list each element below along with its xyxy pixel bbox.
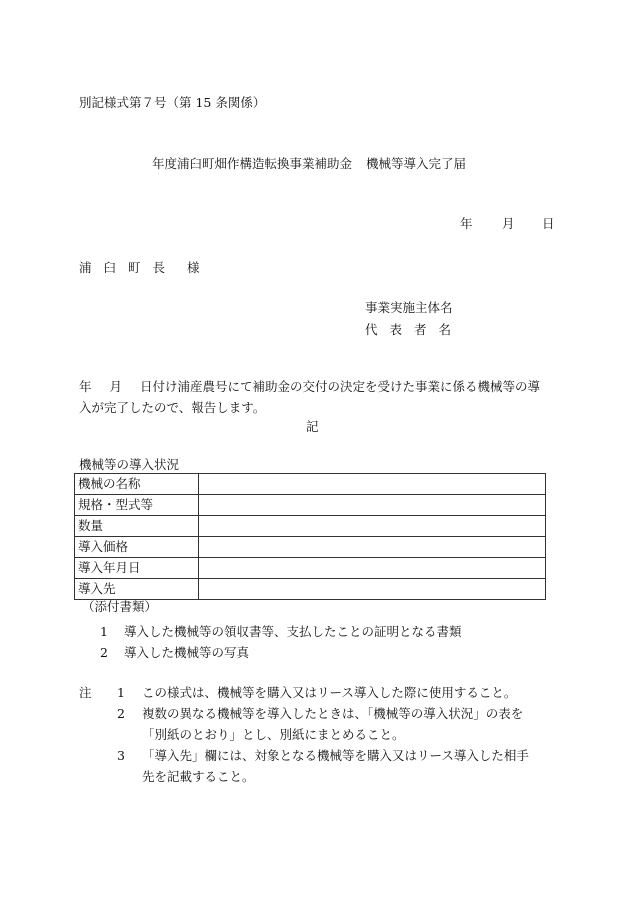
row-value-cell[interactable] — [199, 558, 546, 579]
body-paragraph — [79, 376, 549, 418]
row-value-cell[interactable] — [199, 495, 546, 516]
attachment-item — [84, 621, 462, 642]
row-value-cell[interactable] — [199, 516, 546, 537]
attachment-number: 1 — [100, 624, 108, 639]
note-item — [79, 745, 549, 766]
date-month-label: 月 — [502, 216, 515, 231]
note-item — [79, 682, 549, 703]
table-row — [75, 495, 546, 516]
note-text-continuation: 「別紙のとおり」とし、別紙にまとめること。 — [142, 727, 405, 742]
row-label: 導入年月日 — [75, 558, 199, 579]
addressee — [79, 260, 200, 276]
attachment-item — [84, 642, 462, 663]
note-text-continuation: 先を記載すること。 — [142, 769, 255, 784]
table-row — [75, 579, 546, 600]
attachment-number: 2 — [100, 645, 108, 660]
attachments-list — [84, 621, 462, 663]
notes-section — [79, 682, 549, 787]
representative-label: 代表者名 — [365, 322, 464, 337]
table-row — [75, 516, 546, 537]
applicant-block — [365, 297, 463, 341]
table-row — [75, 537, 546, 558]
row-value-cell[interactable] — [199, 474, 546, 495]
document-title — [152, 156, 466, 172]
entity-name-label: 事業実施主体名 — [365, 300, 453, 315]
form-number: 別記様式第７号（第 15 条関係） — [79, 95, 266, 110]
equipment-table — [74, 473, 546, 600]
body-month: 月 — [109, 379, 123, 394]
row-label: 数量 — [75, 516, 199, 537]
date-line — [460, 216, 555, 232]
table-row — [75, 558, 546, 579]
date-day-label: 日 — [542, 216, 555, 231]
body-text: 日付け浦産農号にて補助金の交付の決定を受けた事業に係る機械等の導入が完了したので、報告します。 — [79, 379, 541, 415]
note-number: 3 — [117, 748, 125, 763]
note-text: 「導入先」欄には、対象となる機械等を購入又はリース導入した相手 — [142, 748, 529, 763]
body-year: 年 — [79, 379, 92, 394]
table-row — [75, 474, 546, 495]
row-label: 導入先 — [75, 579, 199, 600]
row-value-cell[interactable] — [199, 537, 546, 558]
attachments-heading: （添付書類） — [82, 599, 158, 614]
note-number: 2 — [117, 706, 125, 721]
ki-heading: 記 — [306, 419, 319, 434]
row-value-cell[interactable] — [199, 579, 546, 600]
title-part-2: 機械等導入完了届 — [366, 156, 467, 171]
note-item — [79, 703, 549, 724]
addressee-name: 浦臼町長 — [79, 260, 178, 275]
addressee-honorific: 様 — [187, 260, 200, 275]
table-caption: 機械等の導入状況 — [79, 457, 180, 472]
note-text: 複数の異なる機械等を導入したときは、「機械等の導入状況」の表を — [142, 706, 524, 721]
title-part-1: 年度浦臼町畑作構造転換事業補助金 — [152, 156, 353, 171]
attachment-text: 導入した機械等の写真 — [124, 645, 250, 660]
row-label: 導入価格 — [75, 537, 199, 558]
notes-label: 注 — [79, 685, 92, 700]
row-label: 規格・型式等 — [75, 495, 199, 516]
note-number: 1 — [117, 685, 125, 700]
note-text: この様式は、機械等を購入又はリース導入した際に使用すること。 — [142, 685, 517, 700]
row-label: 機械の名称 — [75, 474, 199, 495]
attachment-text: 導入した機械等の領収書等、支払したことの証明となる書類 — [124, 624, 462, 639]
date-year-label: 年 — [460, 216, 473, 231]
